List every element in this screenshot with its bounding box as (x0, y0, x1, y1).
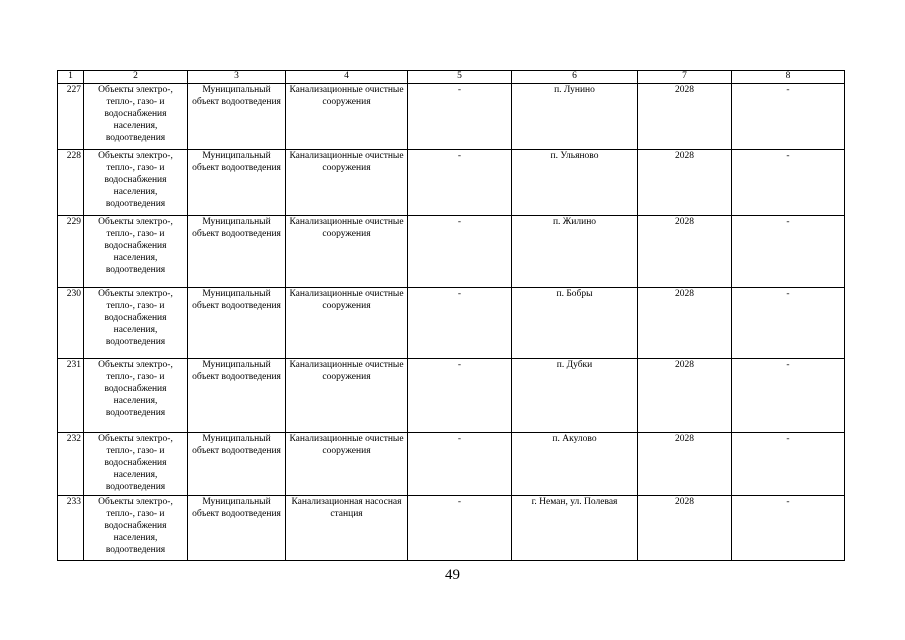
column-5-value: - (408, 84, 512, 150)
table-row (58, 150, 845, 216)
row-number: 232 (58, 433, 84, 496)
table-row (58, 433, 845, 496)
object-category: Объекты электро-, тепло-, газо- и водоснабжения населения, водоотведения (84, 288, 188, 359)
row-number: 231 (58, 359, 84, 433)
object-name: Канализационная насосная станция (286, 496, 408, 561)
table-row (58, 288, 845, 359)
object-name: Канализационные очистные сооружения (286, 359, 408, 433)
column-8-value: - (732, 216, 845, 288)
object-location: г. Неман, ул. Полевая (512, 496, 638, 561)
column-5-value: - (408, 496, 512, 561)
planned-year: 2028 (638, 216, 732, 288)
object-significance: Муниципальный объект водоотведения (188, 288, 286, 359)
column-header: 7 (638, 71, 732, 84)
column-5-value: - (408, 359, 512, 433)
object-significance: Муниципальный объект водоотведения (188, 216, 286, 288)
object-category: Объекты электро-, тепло-, газо- и водоснабжения населения, водоотведения (84, 496, 188, 561)
registry-table (57, 70, 845, 561)
column-8-value: - (732, 496, 845, 561)
table-row (58, 216, 845, 288)
object-name: Канализационные очистные сооружения (286, 216, 408, 288)
object-location: п. Акулово (512, 433, 638, 496)
object-name: Канализационные очистные сооружения (286, 288, 408, 359)
object-significance: Муниципальный объект водоотведения (188, 359, 286, 433)
planned-year: 2028 (638, 496, 732, 561)
column-8-value: - (732, 288, 845, 359)
row-number: 229 (58, 216, 84, 288)
column-header: 2 (84, 71, 188, 84)
object-category: Объекты электро-, тепло-, газо- и водоснабжения населения, водоотведения (84, 84, 188, 150)
column-header: 5 (408, 71, 512, 84)
header-row (58, 71, 845, 84)
column-header: 1 (58, 71, 84, 84)
column-8-value: - (732, 433, 845, 496)
object-location: п. Бобры (512, 288, 638, 359)
column-header: 8 (732, 71, 845, 84)
object-category: Объекты электро-, тепло-, газо- и водоснабжения населения, водоотведения (84, 359, 188, 433)
row-number: 227 (58, 84, 84, 150)
row-number: 233 (58, 496, 84, 561)
table-row (58, 84, 845, 150)
row-number: 230 (58, 288, 84, 359)
object-significance: Муниципальный объект водоотведения (188, 496, 286, 561)
page-number: 49 (445, 567, 460, 583)
object-location: п. Ульяново (512, 150, 638, 216)
column-8-value: - (732, 84, 845, 150)
object-significance: Муниципальный объект водоотведения (188, 433, 286, 496)
planned-year: 2028 (638, 288, 732, 359)
row-number: 228 (58, 150, 84, 216)
column-header: 3 (188, 71, 286, 84)
object-category: Объекты электро-, тепло-, газо- и водоснабжения населения, водоотведения (84, 433, 188, 496)
column-8-value: - (732, 359, 845, 433)
object-name: Канализационные очистные сооружения (286, 84, 408, 150)
planned-year: 2028 (638, 433, 732, 496)
column-8-value: - (732, 150, 845, 216)
object-location: п. Лунино (512, 84, 638, 150)
object-category: Объекты электро-, тепло-, газо- и водоснабжения населения, водоотведения (84, 150, 188, 216)
planned-year: 2028 (638, 359, 732, 433)
table-row (58, 496, 845, 561)
object-name: Канализационные очистные сооружения (286, 150, 408, 216)
column-5-value: - (408, 150, 512, 216)
column-header: 4 (286, 71, 408, 84)
table-row (58, 359, 845, 433)
column-header: 6 (512, 71, 638, 84)
object-name: Канализационные очистные сооружения (286, 433, 408, 496)
planned-year: 2028 (638, 84, 732, 150)
column-5-value: - (408, 288, 512, 359)
column-5-value: - (408, 216, 512, 288)
object-location: п. Дубки (512, 359, 638, 433)
object-location: п. Жилино (512, 216, 638, 288)
planned-year: 2028 (638, 150, 732, 216)
column-5-value: - (408, 433, 512, 496)
object-significance: Муниципальный объект водоотведения (188, 84, 286, 150)
object-significance: Муниципальный объект водоотведения (188, 150, 286, 216)
object-category: Объекты электро-, тепло-, газо- и водоснабжения населения, водоотведения (84, 216, 188, 288)
